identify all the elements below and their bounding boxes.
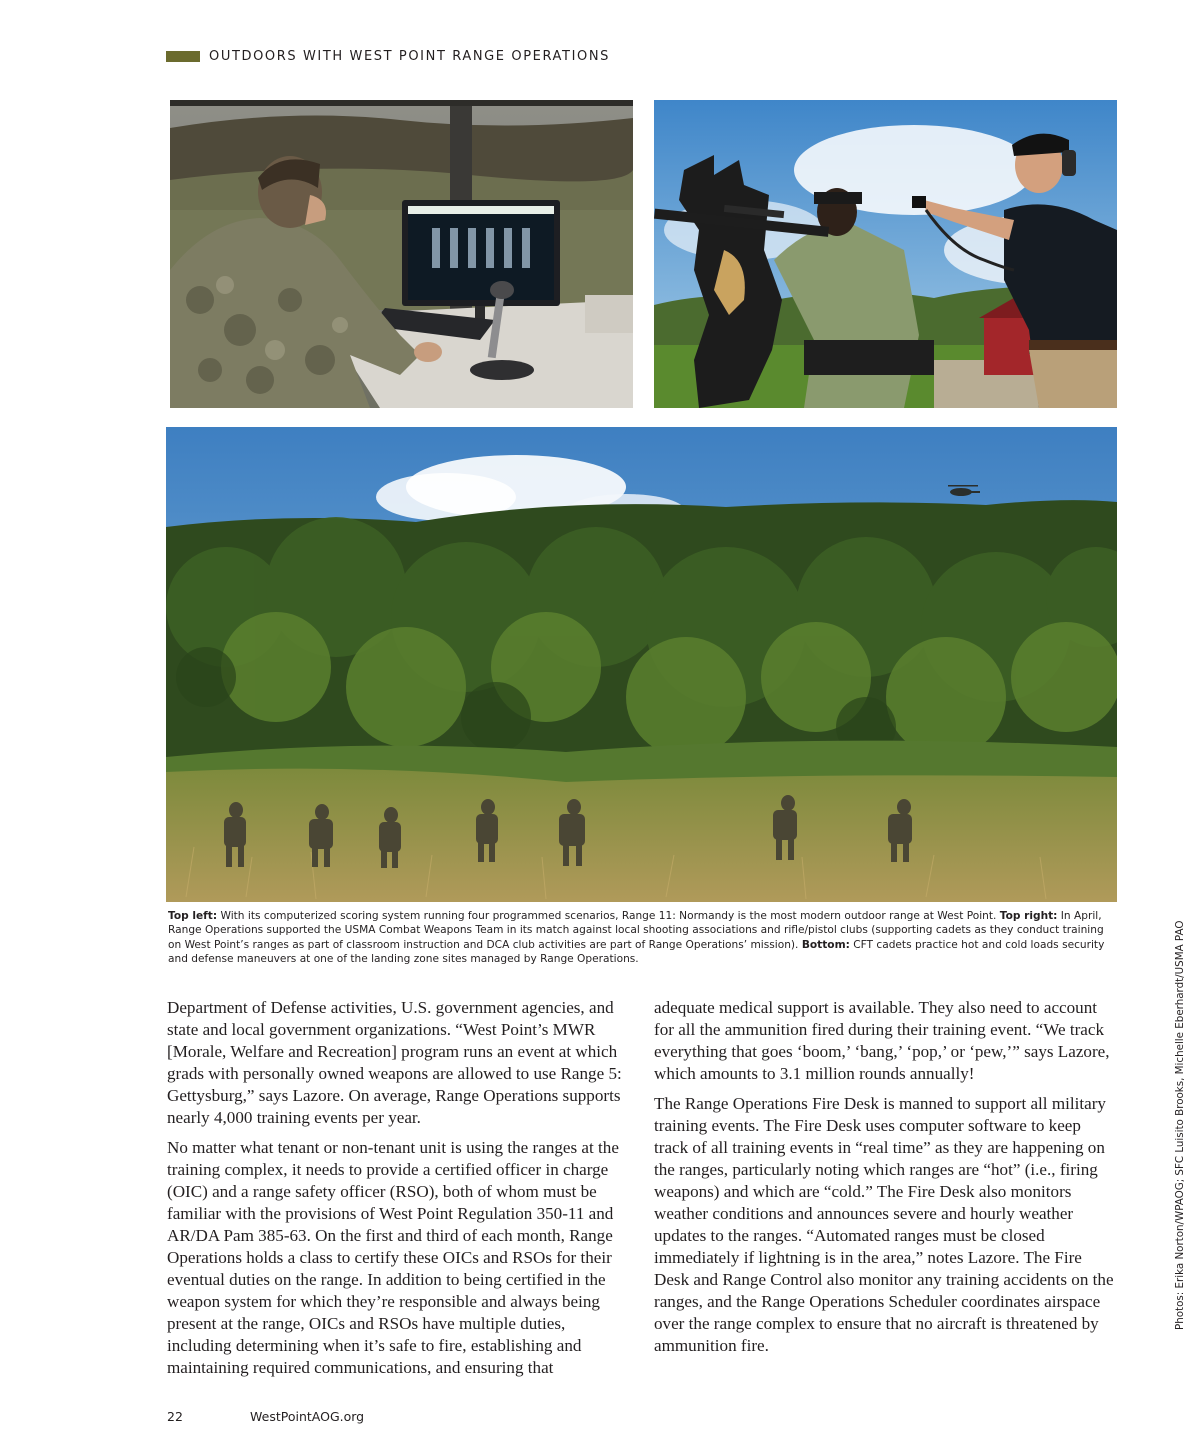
caption-text-top-left: With its computerized scoring system running four programmed scenarios, Range 11: Normandy is the most modern outdoor range at West Point. — [220, 910, 997, 922]
section-header — [166, 46, 610, 66]
control-tower-photo — [170, 100, 633, 408]
section-title: OUTDOORS WITH WEST POINT RANGE OPERATIONS — [209, 48, 611, 64]
body-paragraph: adequate medical support is available. They also need to account for all the ammunition fired during their training event. “We track everything that goes ‘boom,’ ‘bang,’ ‘pop,’ or ‘pew,’” says Lazore, which amounts to 3.1 million rounds annually! — [654, 998, 1110, 1083]
page-number: 22 — [167, 1409, 183, 1424]
photo-top-right — [654, 100, 1117, 408]
shooting-match-photo — [654, 100, 1117, 408]
photo-caption — [168, 909, 1118, 966]
body-paragraph: No matter what tenant or non-tenant unit is using the ranges at the training complex, it needs to provide a certified officer in charge (OIC) and a range safety officer (RSO), both of whom must be familiar with the provisions of West Point Regulation 350-11 and AR/DA Pam 385-63. On the first and third of each month, Range Operations holds a class to certify these OICs and RSOs for their eventual duties on the range. In addition to being certified in the weapon system for which they’re responsible and always being present at the range, OICs and RSOs have multiple duties, including determining when it’s safe to fire, establishing and maintaining required communications, and ensuring that — [167, 1138, 619, 1377]
caption-label-top-left: Top left: — [168, 910, 218, 922]
body-column-left — [167, 997, 627, 1387]
photo-bottom — [166, 427, 1117, 902]
landing-zone-photo — [166, 427, 1117, 902]
caption-label-bottom: Bottom: — [801, 938, 850, 951]
caption-text-bottom: CFT cadets practice hot and cold loads security and defense maneuvers at one of the landing zone sites managed by Range Operations. — [168, 938, 1105, 965]
caption-text-top-right: In April, Range Operations supported the USMA Combat Weapons Team in its match against local shooting associations and rifle/pistol clubs (supporting cadets as they conduct training on West Point’s ranges as part of classroom instruction and DCA club activities are part of Range Operations’ mission). — [168, 910, 1104, 951]
photo-top-left — [170, 100, 633, 408]
caption-label-top-right: Top right: — [999, 910, 1058, 922]
body-paragraph: Department of Defense activities, U.S. government agencies, and state and local government organizations. “West Point’s MWR [Morale, Welfare and Recreation] program runs an event at which grads with personally owned weapons are allowed to use Range 5: Gettysburg,” says Lazore. On average, Range Operations supports nearly 4,000 training events per year. — [167, 998, 622, 1127]
website-link[interactable]: WestPointAOG.org — [250, 1409, 365, 1424]
section-accent-bar — [166, 51, 200, 62]
body-paragraph: The Range Operations Fire Desk is manned to support all military training events. The Fire Desk uses computer software to keep track of all training events in “real time” as they are happening on the ranges, particularly noting which ranges are “hot” (i.e., firing weapons) and which are “cold.” The Fire Desk also monitors weather conditions and announces severe and hourly weather updates to the ranges. “Automated ranges must be closed immediately if lightning is in the area,” notes Lazore. The Fire Desk and Range Control also monitor any training accidents on the ranges, and the Range Operations Scheduler coordinates airspace over the range complex to ensure that no aircraft is threatened by ammunition fire. — [654, 1094, 1114, 1355]
body-column-right — [654, 997, 1114, 1365]
photo-credit: Photos: Erika Norton/WPAOG; SFC Luisito Brooks, Michelle Eberhardt/USMA PAO — [1174, 920, 1186, 1330]
